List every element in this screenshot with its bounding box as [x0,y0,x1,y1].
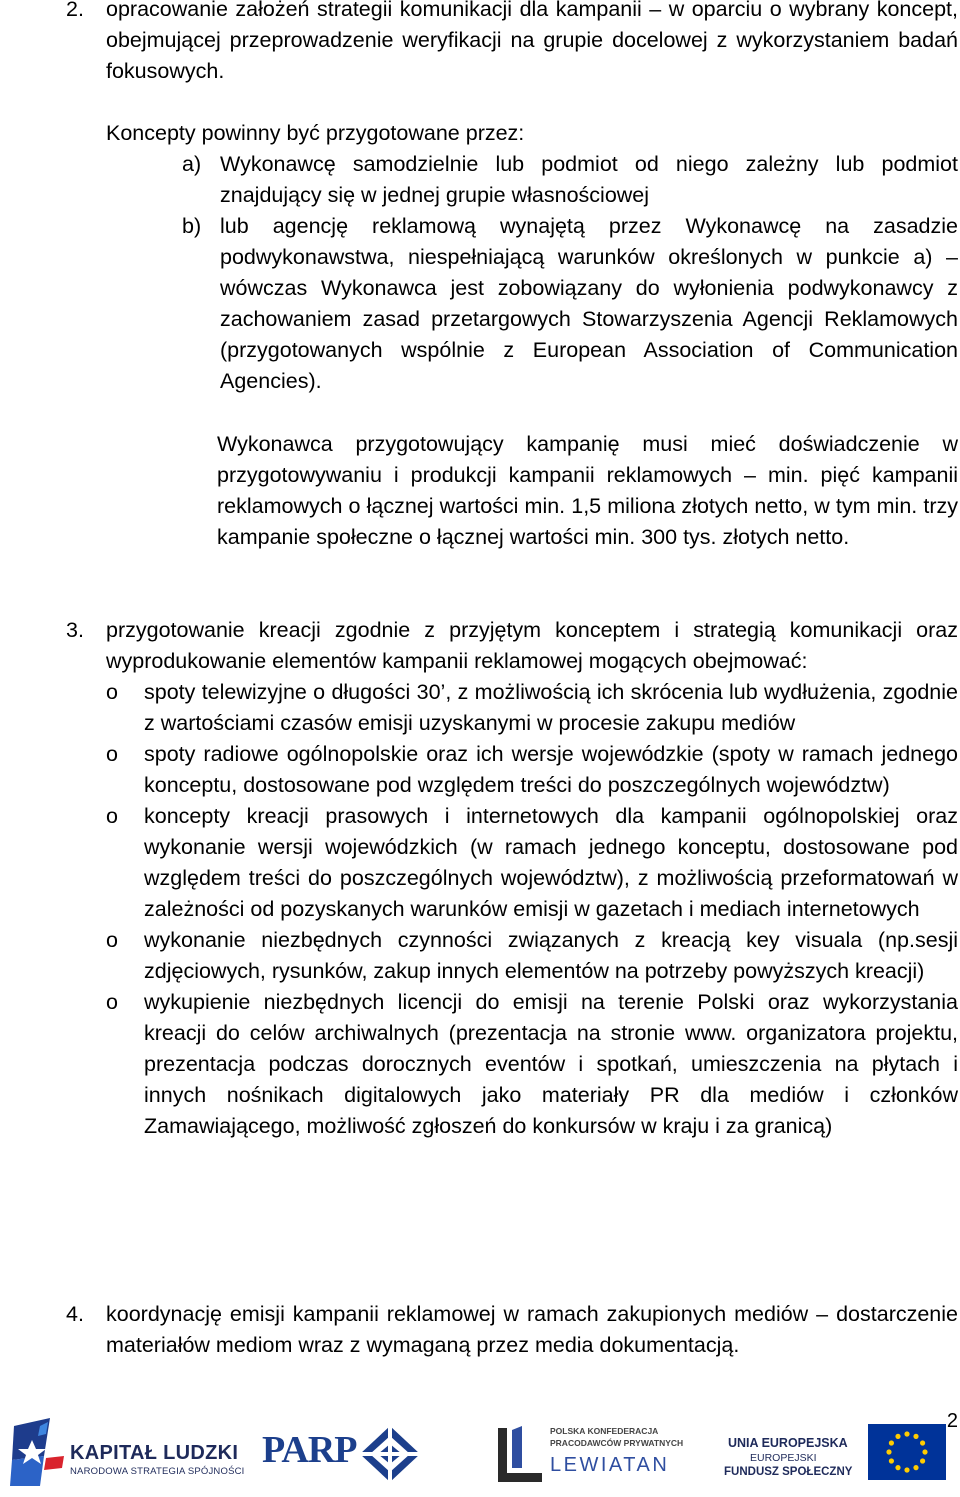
list-item [106,801,958,925]
list-number: 3. [66,618,84,642]
eu-line1: UNIA EUROPEJSKA [728,1436,848,1450]
contractor-requirement: Wykonawca przygotowujący kampanię musi mieć doświadczenie w przygotowywaniu i produkcji kampanii reklamowych – min. pięć kampanii reklamowych o łącznej wartości min. 1,5 miliona złotych netto, w tym min. trzy kampanie społeczne o łącznej wartości min. 300 tys. złotych netto. [217,432,958,549]
bullet-text: spoty telewizyjne o długości 30’, z możliwością ich skrócenia lub wydłużenia, zgodnie z wartościami czasów emisji uzyskanymi w procesie zakupu mediów [144,680,958,735]
lewiatan-line2: PRACODAWCÓW PRYWATNYCH [550,1438,684,1448]
parp-logo [262,1424,422,1484]
bullet-marker: o [106,680,118,704]
kapital-ludzki-subtitle: NARODOWA STRATEGIA SPÓJNOŚCI [70,1466,245,1477]
list-item [106,987,958,1142]
kapital-ludzki-title: KAPITAŁ LUDZKI [70,1442,239,1464]
sub-item-label: a) [182,152,202,176]
eu-flag-icon [868,1424,946,1480]
list-number: 4. [66,1302,84,1326]
page-number: 2 [946,1410,958,1432]
deliverables-list [106,677,958,1142]
bullet-marker: o [106,804,118,828]
lewiatan-line1: POLSKA KONFEDERACJA [550,1426,659,1436]
bullet-text: koncepty kreacji prasowych i internetowych dla kampanii ogólnopolskiej oraz wykonanie wersji wojewódzkich (w ramach jednego konceptu, dostosowane pod względem treści do poszczególnych województw), z możliwością przeformatowań w zależności od pozyskanych warunków emisji w gazetach i mediach internetowych [144,804,958,921]
sub-item-text: Wykonawcę samodzielnie lub podmiot od niego zależny lub podmiot znajdujący się w jednej grupie własnościowej [220,152,958,207]
list-item-text: przygotowanie kreacji zgodnie z przyjętym konceptem i strategią komunikacji oraz wyprodukowanie elementów kampanii reklamowej mogących obejmować: [106,618,958,673]
list-item-text: opracowanie założeń strategii komunikacji dla kampanii – w oparciu o wybrany koncept, obejmującej przeprowadzenie weryfikacji na grupie docelowej z wykorzystaniem badań fokusowych. [106,0,958,83]
list-item [106,739,958,801]
bullet-text: spoty radiowe ogólnopolskie oraz ich wersje wojewódzkie (spoty w ramach jednego konceptu, dostosowane pod względem treści do poszczególnych województw) [144,742,958,797]
list-item [106,677,958,739]
lewiatan-emblem-icon [496,1422,544,1484]
bullet-marker: o [106,990,118,1014]
concepts-intro: Koncepty powinny być przygotowane przez: [106,121,525,145]
lewiatan-name: LEWIATAN [550,1454,670,1476]
bullet-text: wykupienie niezbędnych licencji do emisji na terenie Polski oraz wykorzystania kreacji do celów archiwalnych (prezentacja na stronie www. organizatora projektu, prezentacja podczas dorocznych eventów i spotkań, umieszczenia na płytach i innych nośnikach digitalowych jako materiały PR dla mediów i członków Zamawiającego, możliwość zgłoszeń do konkursów w kraju i za granicą) [144,990,958,1138]
list-number: 2. [66,0,84,21]
sub-item-text: lub agencję reklamową wynajętą przez Wykonawcę na zasadzie podwykonawstwa, niespełniającą warunków określonych w punkcie a) – wówczas Wykonawca jest zobowiązany do wyłonienia podwykonawcy z zachowaniem zasad przetargowych Stowarzyszenia Agencji Reklamowych (przygotowanych wspólnie z European Association of Communication Agencies). [220,214,958,393]
bullet-text: wykonanie niezbędnych czynności związanych z kreacją key visuala (np.sesji zdjęciowych, rysunków, zakup innych elementów na potrzeby powyższych kreacji) [144,928,958,983]
bullet-marker: o [106,742,118,766]
eu-line2: EUROPEJSKI [750,1452,817,1464]
kapital-ludzki-emblem-icon [10,1416,66,1488]
lewiatan-logo [496,1420,684,1486]
parp-emblem-icon [358,1424,422,1484]
parp-wordmark: PARP [262,1429,357,1471]
list-item-text: koordynację emisji kampanii reklamowej w ramach zakupionych mediów – dostarczenie materiałów mediom wraz z wymaganą przez media dokumentacją. [106,1302,958,1357]
eu-logo [722,1420,952,1486]
sub-item-label: b) [182,214,202,238]
kapital-ludzki-logo [10,1416,245,1488]
bullet-marker: o [106,928,118,952]
footer-logos [0,1410,960,1497]
list-item [106,925,958,987]
eu-line3: FUNDUSZ SPOŁECZNY [724,1466,853,1478]
